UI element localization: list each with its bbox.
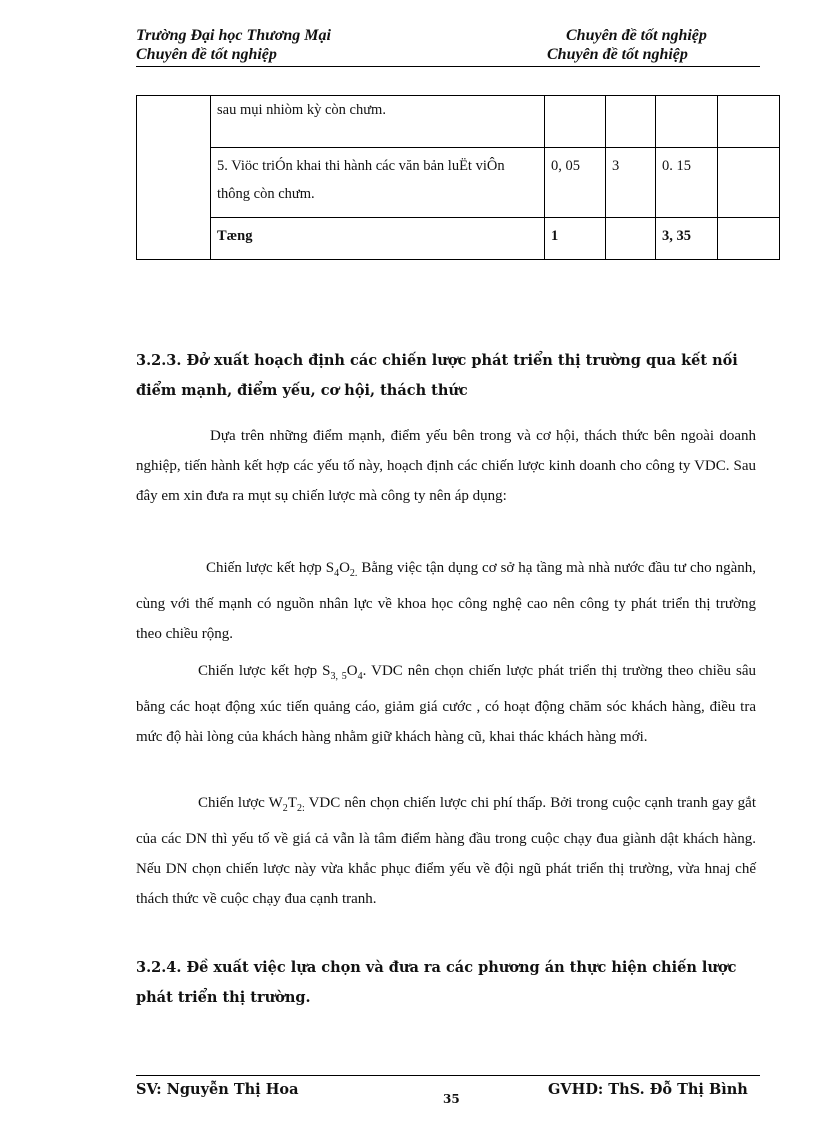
header-school-name: Trường Đại học Thương Mại xyxy=(136,27,331,44)
section-heading-3-2-3: 3.2.3. Đở xuất hoạch định các chiến lược phát triển thị trường qua kết nối điểm mạnh, điểm yếu, cơ hội, thách thức xyxy=(136,352,738,399)
header-doc-type-right-1: Chuyên đề tốt nghiệp xyxy=(566,27,707,44)
strategy-s35o4-o: O xyxy=(346,663,358,679)
paragraph-strategy-s4o2 xyxy=(136,553,756,649)
table-cell-total-weighted: 3, 35 xyxy=(656,218,718,260)
strategy-w2t2-t-index: 2: xyxy=(296,803,305,814)
table-cell-total-weight: 1 xyxy=(545,218,606,260)
strategy-s4o2-text: Bằng việc tận dụng cơ sở hạ tầng mà nhà nước đầu tư cho ngành, cùng với thế mạnh có nguồn nhân lực về khoa học công nghệ cao nên công ty phát triển thị trường theo chiều rộng. xyxy=(136,560,756,642)
strategy-s35o4-o-index: 4 xyxy=(357,671,363,682)
table-cell-text: 5. Viöc triÓn khai thi hành các văn bản luËt viÔn thông còn chưm. xyxy=(211,148,545,218)
table-cell-weighted xyxy=(656,96,718,148)
footer-rule xyxy=(136,1075,760,1076)
strategy-w2t2-t: T xyxy=(287,795,297,811)
table-cell-empty xyxy=(718,96,780,148)
table-cell-score xyxy=(606,96,656,148)
header-doc-type-left: Chuyên đề tốt nghiệp xyxy=(136,46,277,63)
paragraph-strategy-s35o4 xyxy=(136,656,756,752)
table-row xyxy=(137,96,780,148)
header-doc-type-right-2: Chuyên đề tốt nghiệp xyxy=(547,46,688,63)
footer-student: SV: Nguyễn Thị Hoa xyxy=(136,1081,299,1098)
strategy-s35o4-prefix: Chiến lược kết hợp S xyxy=(198,663,331,679)
table-cell-text: sau mụi nhiòm kỳ còn chưm. xyxy=(211,96,545,148)
strategy-score-table xyxy=(136,95,780,260)
table-cell-score xyxy=(606,218,656,260)
footer-supervisor: GVHD: ThS. Đỗ Thị Bình xyxy=(548,1081,748,1098)
table-cell-empty xyxy=(137,96,211,260)
strategy-s4o2-prefix: Chiến lược kết hợp S xyxy=(206,560,335,576)
header-rule xyxy=(136,66,760,67)
table-row xyxy=(137,148,780,218)
strategy-s4o2-s-index: 4 xyxy=(334,568,340,579)
strategy-s35o4-text: . VDC nên chọn chiến lược phát triển thị trường theo chiều sâu bằng các hoạt động xúc tiến quảng cáo, giảm giá cước , có hoạt động chăm sóc khách hàng, điều tra mức độ hài lòng của khách hàng nhằm giữ khách hàng cũ, khai thác khách hàng mới. xyxy=(136,663,757,745)
table-cell-empty xyxy=(718,148,780,218)
table-cell-score: 3 xyxy=(606,148,656,218)
table-cell-empty xyxy=(718,218,780,260)
paragraph-strategy-w2t2 xyxy=(136,788,756,914)
page-number: 35 xyxy=(443,1092,460,1106)
table-cell-weight xyxy=(545,96,606,148)
table-cell-total-label: Tæng xyxy=(211,218,545,260)
strategy-s4o2-o: O xyxy=(339,560,350,576)
strategy-w2t2-prefix: Chiến lược W xyxy=(198,795,283,811)
section-heading-3-2-4: 3.2.4. Đề xuất việc lựa chọn và đưa ra các phương án thực hiện chiến lược phát triển thị trường. xyxy=(136,959,737,1006)
strategy-s4o2-o-index: 2. xyxy=(349,568,358,579)
table-cell-weight: 0, 05 xyxy=(545,148,606,218)
strategy-s35o4-s-index: 3, 5 xyxy=(330,671,347,682)
table-row xyxy=(137,218,780,260)
strategy-w2t2-w-index: 2 xyxy=(282,803,288,814)
table-cell-weighted: 0. 15 xyxy=(656,148,718,218)
strategy-w2t2-text: VDC nên chọn chiến lược chi phí thấp. Bởi trong cuộc cạnh tranh gay gắt của các DN thì yếu tố về giá cả vẫn là tâm điểm hàng đầu trong cuộc chạy đua giành dật khách hàng. Nếu DN chọn chiến lược này vừa khắc phục điểm yếu về đội ngũ phát triển thị trường, vừa hnaj chế thách thức về cuộc chạy đua cạnh tranh. xyxy=(136,795,756,907)
paragraph-intro: Dựa trên những điểm mạnh, điểm yếu bên trong và cơ hội, thách thức bên ngoài doanh nghiệp, tiến hành kết hợp các yếu tố này, hoạch định các chiến lược kinh doanh cho công ty VDC. Sau đây em xin đưa ra mụt sụ chiến lược mà công ty nên áp dụng: xyxy=(136,428,756,504)
